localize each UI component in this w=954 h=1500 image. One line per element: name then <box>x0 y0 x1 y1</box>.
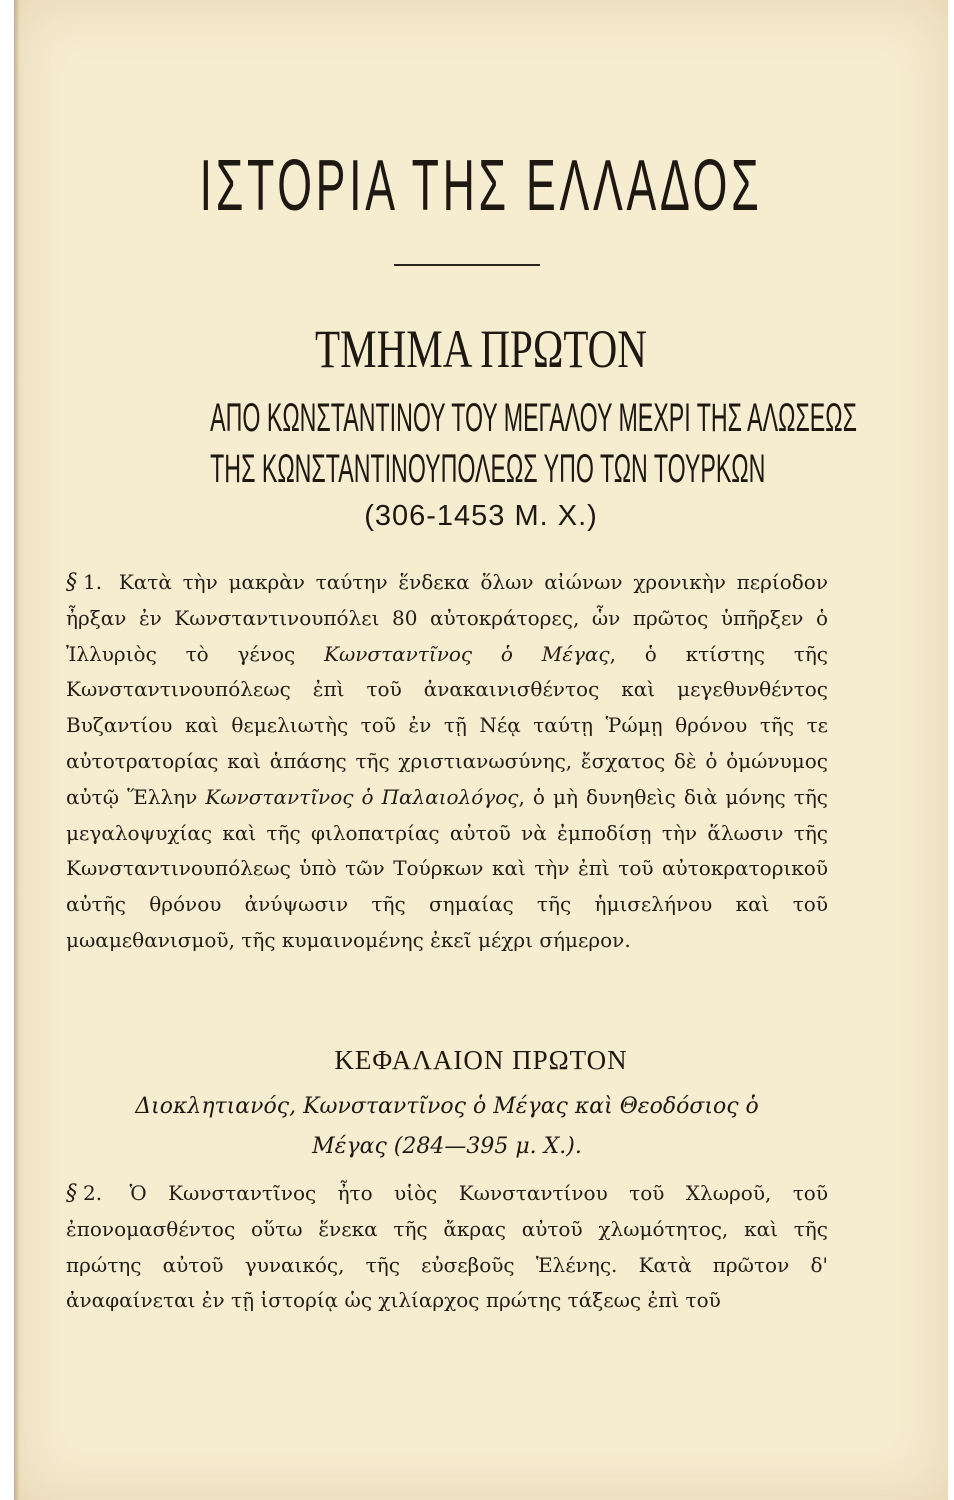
section-subtitle-line-1: ΑΠΟ ΚΩΝΣΤΑΝΤΙΝΟΥ ΤΟΥ ΜΕΓΑΛΟΥ ΜΕΧΡΙ ΤΗΣ ΑΛΩΣΕΩΣ <box>210 396 857 440</box>
chapter-subheading-line-1: Διοκλητιανός, Κωνσταντῖνος ὁ Μέγας καὶ Θεοδόσιος ὁ <box>135 1094 759 1119</box>
title-divider <box>394 264 540 266</box>
chapter-heading: ΚΕΦΑΛΑΙΟΝ ΠΡΩΤΟΝ <box>334 1045 628 1075</box>
chapter-subheading <box>66 1087 828 1167</box>
paragraph-2 <box>66 1176 828 1356</box>
paragraph-number: 1. <box>83 570 103 594</box>
book-title: ΙΣΤΟΡΙΑ ΤΗΣ ΕΛΛΑΔΟΣ <box>199 146 763 226</box>
paragraph-1-text-b: , ὁ κτίστης τῆς Κωνσταντινουπόλεως ἐπὶ τοῦ ἀνακαινισθέντος καὶ μεγεθυνθέντος Βυζαντίου καὶ θεμελιωτὴς τοῦ ἐν τῇ Νέᾳ ταύτῃ Ῥώμῃ θρόνου τῆς τε αὐτοτρατορίας καὶ ἁπάσης τῆς χριστιανωσύνης, ἔσχατος δὲ ὁ ὁμώνυμος αὐτῷ Ἕλλην <box>66 641 829 809</box>
section-title: ΤΜΗΜΑ ΠΡΩΤΟΝ <box>315 319 647 379</box>
section-symbol: § <box>66 570 77 595</box>
emperor-name-first: Κωνσταντῖνος ὁ Μέγας <box>324 641 610 666</box>
paragraph-1-text-a: Κατὰ τὴν μακρὰν ταύτην ἕνδεκα ὅλων αἰώνων χρονικὴν περίοδον ἦρξαν ἐν Κωνσταντινουπόλει 80 αὐτοκράτορες, ὧν πρῶτος ὑπῆρξεν ὁ Ἰλλυριὸς τὸ γένος <box>66 570 828 666</box>
emperor-name-last: Κωνσταντῖνος ὁ Παλαιολόγος <box>205 784 519 809</box>
section-subtitle-line-2: ΤΗΣ ΚΩΝΣΤΑΝΤΙΝΟΥΠΟΛΕΩΣ ΥΠΟ ΤΩΝ ΤΟΥΡΚΩΝ <box>210 447 766 491</box>
paragraph-1-text-c: , ὁ μὴ δυνηθεὶς διὰ μόνης τῆς μεγαλοψυχίας καὶ τῆς φιλοπατρίας αὐτοῦ νὰ ἐμποδίσῃ τὴν ἅλωσιν τῆς Κωνσταντινουπόλεως ὑπὸ τῶν Τούρκων καὶ τὴν ἐπὶ τοῦ αὐτοκρατορικοῦ αὐτῆς θρόνου ἀνύψωσιν τῆς σημαίας τῆς ἡμισελήνου καὶ τοῦ μωαμεθανισμοῦ, τῆς κυμαινομένης ἐκεῖ μέχρι σήμερον. <box>66 784 829 952</box>
section-symbol: § <box>66 1181 77 1206</box>
page-edge-shadow <box>14 0 20 1500</box>
paragraph-number: 2. <box>83 1181 103 1205</box>
paragraph-1 <box>66 565 828 1025</box>
date-range: (306-1453 Μ. Χ.) <box>364 500 598 532</box>
book-page <box>14 0 948 1500</box>
paragraph-2-text: Ὁ Κωνσταντῖνος ἦτο υἱὸς Κωνσταντίνου τοῦ Χλωροῦ, τοῦ ἐπονομασθέντος οὕτω ἕνεκα τῆς ἄκρας αὐτοῦ χλωμότητος, καὶ τῆς πρώτης αὐτοῦ γυναικός, τῆς εὐσεβοῦς Ἑλένης. Κατὰ πρῶτον δ' ἀναφαίνεται ἐν τῇ ἱστορίᾳ ὡς χιλίαρχος πρώτης τάξεως ἐπὶ τοῦ <box>66 1181 829 1313</box>
chapter-subheading-line-2: Μέγας (284—395 μ. Χ.). <box>312 1134 582 1159</box>
